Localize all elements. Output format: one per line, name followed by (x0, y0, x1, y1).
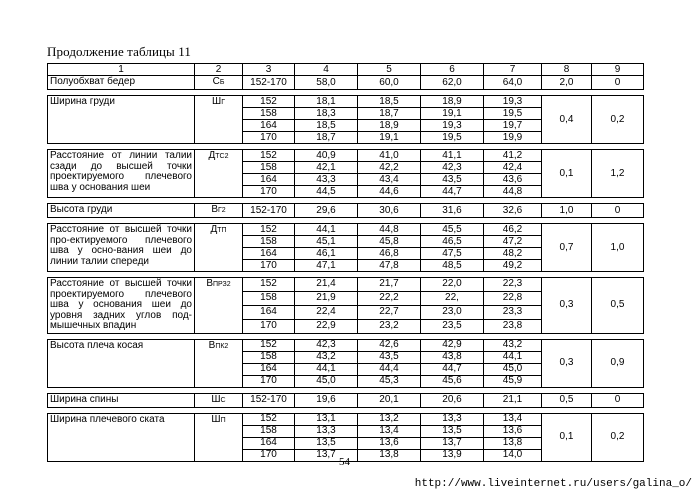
column-header: 8 (542, 64, 592, 76)
value-cell: 22,8 (484, 291, 542, 305)
value-cell: 44,7 (421, 186, 484, 198)
value-cell: 45,0 (295, 375, 358, 387)
interval-cell: 0,1 (542, 150, 592, 198)
value-cell: 44,1 (484, 351, 542, 363)
interval-cell: 0,9 (592, 339, 644, 387)
height-range-cell: 152 (243, 150, 295, 162)
value-cell: 44,6 (358, 186, 421, 198)
symbol-main: Ш (211, 393, 221, 405)
value-cell: 45,5 (421, 224, 484, 236)
value-cell: 45,0 (484, 363, 542, 375)
value-cell: 20,1 (358, 393, 421, 407)
value-cell: 44,4 (358, 363, 421, 375)
value-cell: 22,3 (484, 278, 542, 292)
value-cell: 48,5 (421, 260, 484, 272)
height-range-cell: 152 (243, 96, 295, 108)
height-range-cell: 158 (243, 425, 295, 437)
height-range-cell: 170 (243, 186, 295, 198)
value-cell: 45,6 (421, 375, 484, 387)
symbol-subscript: С (220, 396, 226, 404)
value-cell: 19,5 (421, 132, 484, 144)
table-row (48, 413, 644, 425)
value-cell: 22,7 (358, 305, 421, 319)
value-cell: 44,7 (421, 363, 484, 375)
value-cell: 23,2 (358, 319, 421, 333)
value-cell: 18,7 (295, 132, 358, 144)
interval-cell: 1,0 (592, 224, 644, 272)
measurement-symbol (195, 339, 243, 387)
value-cell: 45,9 (484, 375, 542, 387)
measurement-symbol (195, 76, 243, 90)
value-cell: 46,8 (358, 248, 421, 260)
value-cell: 13,7 (421, 437, 484, 449)
measurement-label: Расстояние от линии талии сзади до высшей точки проектируемого плечевого шва у основания шеи (48, 150, 195, 198)
interval-cell: 0,1 (542, 413, 592, 461)
value-cell: 20,6 (421, 393, 484, 407)
value-cell: 40,9 (295, 150, 358, 162)
table-row (48, 393, 644, 407)
value-cell: 41,2 (484, 150, 542, 162)
value-cell: 19,3 (421, 120, 484, 132)
height-range-cell: 164 (243, 305, 295, 319)
symbol-subscript: ПК2 (215, 342, 229, 350)
value-cell: 13,4 (358, 425, 421, 437)
value-cell: 48,2 (484, 248, 542, 260)
column-header: 6 (421, 64, 484, 76)
height-range-cell: 152 (243, 278, 295, 292)
height-range-cell: 170 (243, 375, 295, 387)
value-cell: 18,9 (421, 96, 484, 108)
height-range-cell: 158 (243, 236, 295, 248)
symbol-main: В (206, 278, 213, 289)
measurements-table (47, 63, 644, 462)
value-cell: 21,9 (295, 291, 358, 305)
value-cell: 23,5 (421, 319, 484, 333)
column-header: 1 (48, 64, 195, 76)
measurement-symbol (195, 413, 243, 461)
value-cell: 47,1 (295, 260, 358, 272)
value-cell: 43,3 (295, 174, 358, 186)
value-cell: 44,1 (295, 363, 358, 375)
height-range-cell: 152-170 (243, 393, 295, 407)
value-cell: 42,9 (421, 339, 484, 351)
value-cell: 62,0 (421, 76, 484, 90)
value-cell: 44,1 (295, 224, 358, 236)
value-cell: 45,1 (295, 236, 358, 248)
value-cell: 13,4 (484, 413, 542, 425)
measurement-symbol (195, 150, 243, 198)
value-cell: 22,0 (421, 278, 484, 292)
symbol-main: В (211, 204, 218, 215)
value-cell: 43,6 (484, 174, 542, 186)
value-cell: 46,2 (484, 224, 542, 236)
value-cell: 13,7 (295, 449, 358, 461)
symbol-main: Ш (212, 96, 222, 107)
height-range-cell: 152 (243, 413, 295, 425)
measurement-label: Высота плеча косая (48, 339, 195, 387)
value-cell: 44,8 (358, 224, 421, 236)
symbol-main: В (208, 339, 216, 351)
value-cell: 13,5 (421, 425, 484, 437)
interval-cell: 0 (592, 393, 644, 407)
value-cell: 43,5 (358, 351, 421, 363)
symbol-subscript: ПРЗ2 (213, 281, 231, 288)
value-cell: 23,3 (484, 305, 542, 319)
height-range-cell: 164 (243, 120, 295, 132)
symbol-main: Д (210, 224, 218, 235)
height-range-cell: 158 (243, 162, 295, 174)
value-cell: 46,1 (295, 248, 358, 260)
symbol-subscript: П (220, 416, 226, 424)
height-range-cell: 152 (243, 224, 295, 236)
value-cell: 30,6 (358, 204, 421, 218)
value-cell: 13,6 (358, 437, 421, 449)
value-cell: 23,0 (421, 305, 484, 319)
interval-cell: 0,4 (542, 96, 592, 144)
table-row (48, 278, 644, 292)
measurement-symbol (195, 393, 243, 407)
value-cell: 18,9 (358, 120, 421, 132)
value-cell: 58,0 (295, 76, 358, 90)
column-header: 5 (358, 64, 421, 76)
height-range-cell: 170 (243, 260, 295, 272)
value-cell: 14,0 (484, 449, 542, 461)
value-cell: 13,1 (295, 413, 358, 425)
value-cell: 42,1 (295, 162, 358, 174)
interval-cell: 2,0 (542, 76, 592, 90)
symbol-subscript: Б (219, 79, 225, 86)
value-cell: 13,6 (484, 425, 542, 437)
value-cell: 18,3 (295, 108, 358, 120)
height-range-cell: 164 (243, 363, 295, 375)
value-cell: 22,2 (358, 291, 421, 305)
value-cell: 45,8 (358, 236, 421, 248)
measurement-label: Ширина груди (48, 96, 195, 144)
interval-cell: 0,3 (542, 339, 592, 387)
measurement-label: Полуобхват бедер (48, 76, 195, 90)
height-range-cell: 170 (243, 132, 295, 144)
value-cell: 19,1 (421, 108, 484, 120)
measurement-symbol (195, 224, 243, 272)
interval-cell: 0 (592, 204, 644, 218)
measurement-symbol (195, 204, 243, 218)
value-cell: 31,6 (421, 204, 484, 218)
value-cell: 13,3 (295, 425, 358, 437)
value-cell: 13,8 (484, 437, 542, 449)
interval-cell: 0 (592, 76, 644, 90)
value-cell: 13,8 (358, 449, 421, 461)
value-cell: 22, (421, 291, 484, 305)
interval-cell: 1,2 (592, 150, 644, 198)
value-cell: 19,7 (484, 120, 542, 132)
value-cell: 42,3 (295, 339, 358, 351)
value-cell: 45,3 (358, 375, 421, 387)
value-cell: 44,5 (295, 186, 358, 198)
symbol-subscript: ТС2 (215, 153, 229, 160)
measurement-label: Расстояние от высшей точки про-ектируемого плечевого шва у осно-вания шеи до линии талии спереди (48, 224, 195, 272)
measurement-symbol (195, 278, 243, 334)
interval-cell: 0,2 (592, 96, 644, 144)
value-cell: 13,3 (421, 413, 484, 425)
measurement-label: Ширина плечевого ската (48, 413, 195, 461)
height-range-cell: 158 (243, 291, 295, 305)
value-cell: 18,5 (358, 96, 421, 108)
column-header: 7 (484, 64, 542, 76)
interval-cell: 0,5 (592, 278, 644, 334)
value-cell: 22,9 (295, 319, 358, 333)
value-cell: 60,0 (358, 76, 421, 90)
value-cell: 43,8 (421, 351, 484, 363)
value-cell: 19,3 (484, 96, 542, 108)
value-cell: 13,9 (421, 449, 484, 461)
symbol-subscript: ТП (217, 227, 227, 234)
height-range-cell: 164 (243, 248, 295, 260)
symbol-main: С (212, 76, 220, 87)
measurement-label: Высота груди (48, 204, 195, 218)
column-header: 9 (592, 64, 644, 76)
value-cell: 13,5 (295, 437, 358, 449)
value-cell: 19,9 (484, 132, 542, 144)
height-range-cell: 164 (243, 437, 295, 449)
symbol-main: Ш (211, 413, 221, 425)
height-range-cell: 170 (243, 319, 295, 333)
value-cell: 43,5 (421, 174, 484, 186)
interval-cell: 0,2 (592, 413, 644, 461)
measurement-symbol (195, 96, 243, 144)
height-range-cell: 170 (243, 449, 295, 461)
value-cell: 43,4 (358, 174, 421, 186)
interval-cell: 0,5 (542, 393, 592, 407)
value-cell: 19,6 (295, 393, 358, 407)
value-cell: 23,8 (484, 319, 542, 333)
value-cell: 41,0 (358, 150, 421, 162)
interval-cell: 0,7 (542, 224, 592, 272)
value-cell: 46,5 (421, 236, 484, 248)
value-cell: 19,5 (484, 108, 542, 120)
value-cell: 19,1 (358, 132, 421, 144)
height-range-cell: 152 (243, 339, 295, 351)
height-range-cell: 164 (243, 174, 295, 186)
value-cell: 42,3 (421, 162, 484, 174)
symbol-subscript: Г2 (217, 207, 226, 214)
value-cell: 49,2 (484, 260, 542, 272)
table-row (48, 224, 644, 236)
value-cell: 47,8 (358, 260, 421, 272)
height-range-cell: 158 (243, 351, 295, 363)
table-row (48, 339, 644, 351)
value-cell: 42,6 (358, 339, 421, 351)
symbol-subscript: Г (221, 99, 225, 106)
table-caption: Продолжение таблицы 11 (47, 44, 191, 59)
value-cell: 13,2 (358, 413, 421, 425)
column-header: 4 (295, 64, 358, 76)
value-cell: 18,7 (358, 108, 421, 120)
table-row (48, 96, 644, 108)
height-range-cell: 152-170 (243, 76, 295, 90)
table-row (48, 76, 644, 90)
value-cell: 32,6 (484, 204, 542, 218)
page-number: 54 (339, 456, 350, 468)
measurement-label: Расстояние от высшей точки проектируемого плечевого шва у основания шеи до уровня задних углов под-мышечных впадин (48, 278, 195, 334)
measurement-label: Ширина спины (48, 393, 195, 407)
value-cell: 43,2 (295, 351, 358, 363)
value-cell: 43,2 (484, 339, 542, 351)
value-cell: 29,6 (295, 204, 358, 218)
value-cell: 64,0 (484, 76, 542, 90)
table-row (48, 204, 644, 218)
value-cell: 22,4 (295, 305, 358, 319)
value-cell: 21,4 (295, 278, 358, 292)
header-row (48, 64, 644, 76)
column-header: 3 (243, 64, 295, 76)
value-cell: 47,5 (421, 248, 484, 260)
value-cell: 42,2 (358, 162, 421, 174)
height-range-cell: 152-170 (243, 204, 295, 218)
table-row (48, 150, 644, 162)
column-header: 2 (195, 64, 243, 76)
value-cell: 47,2 (484, 236, 542, 248)
value-cell: 41,1 (421, 150, 484, 162)
height-range-cell: 158 (243, 108, 295, 120)
value-cell: 42,4 (484, 162, 542, 174)
interval-cell: 0,3 (542, 278, 592, 334)
value-cell: 44,8 (484, 186, 542, 198)
value-cell: 21,7 (358, 278, 421, 292)
value-cell: 18,1 (295, 96, 358, 108)
symbol-main: Д (208, 150, 216, 161)
value-cell: 21,1 (484, 393, 542, 407)
interval-cell: 1,0 (542, 204, 592, 218)
value-cell: 18,5 (295, 120, 358, 132)
source-link[interactable]: http://www.liveinternet.ru/users/galina_o/ (414, 478, 692, 490)
